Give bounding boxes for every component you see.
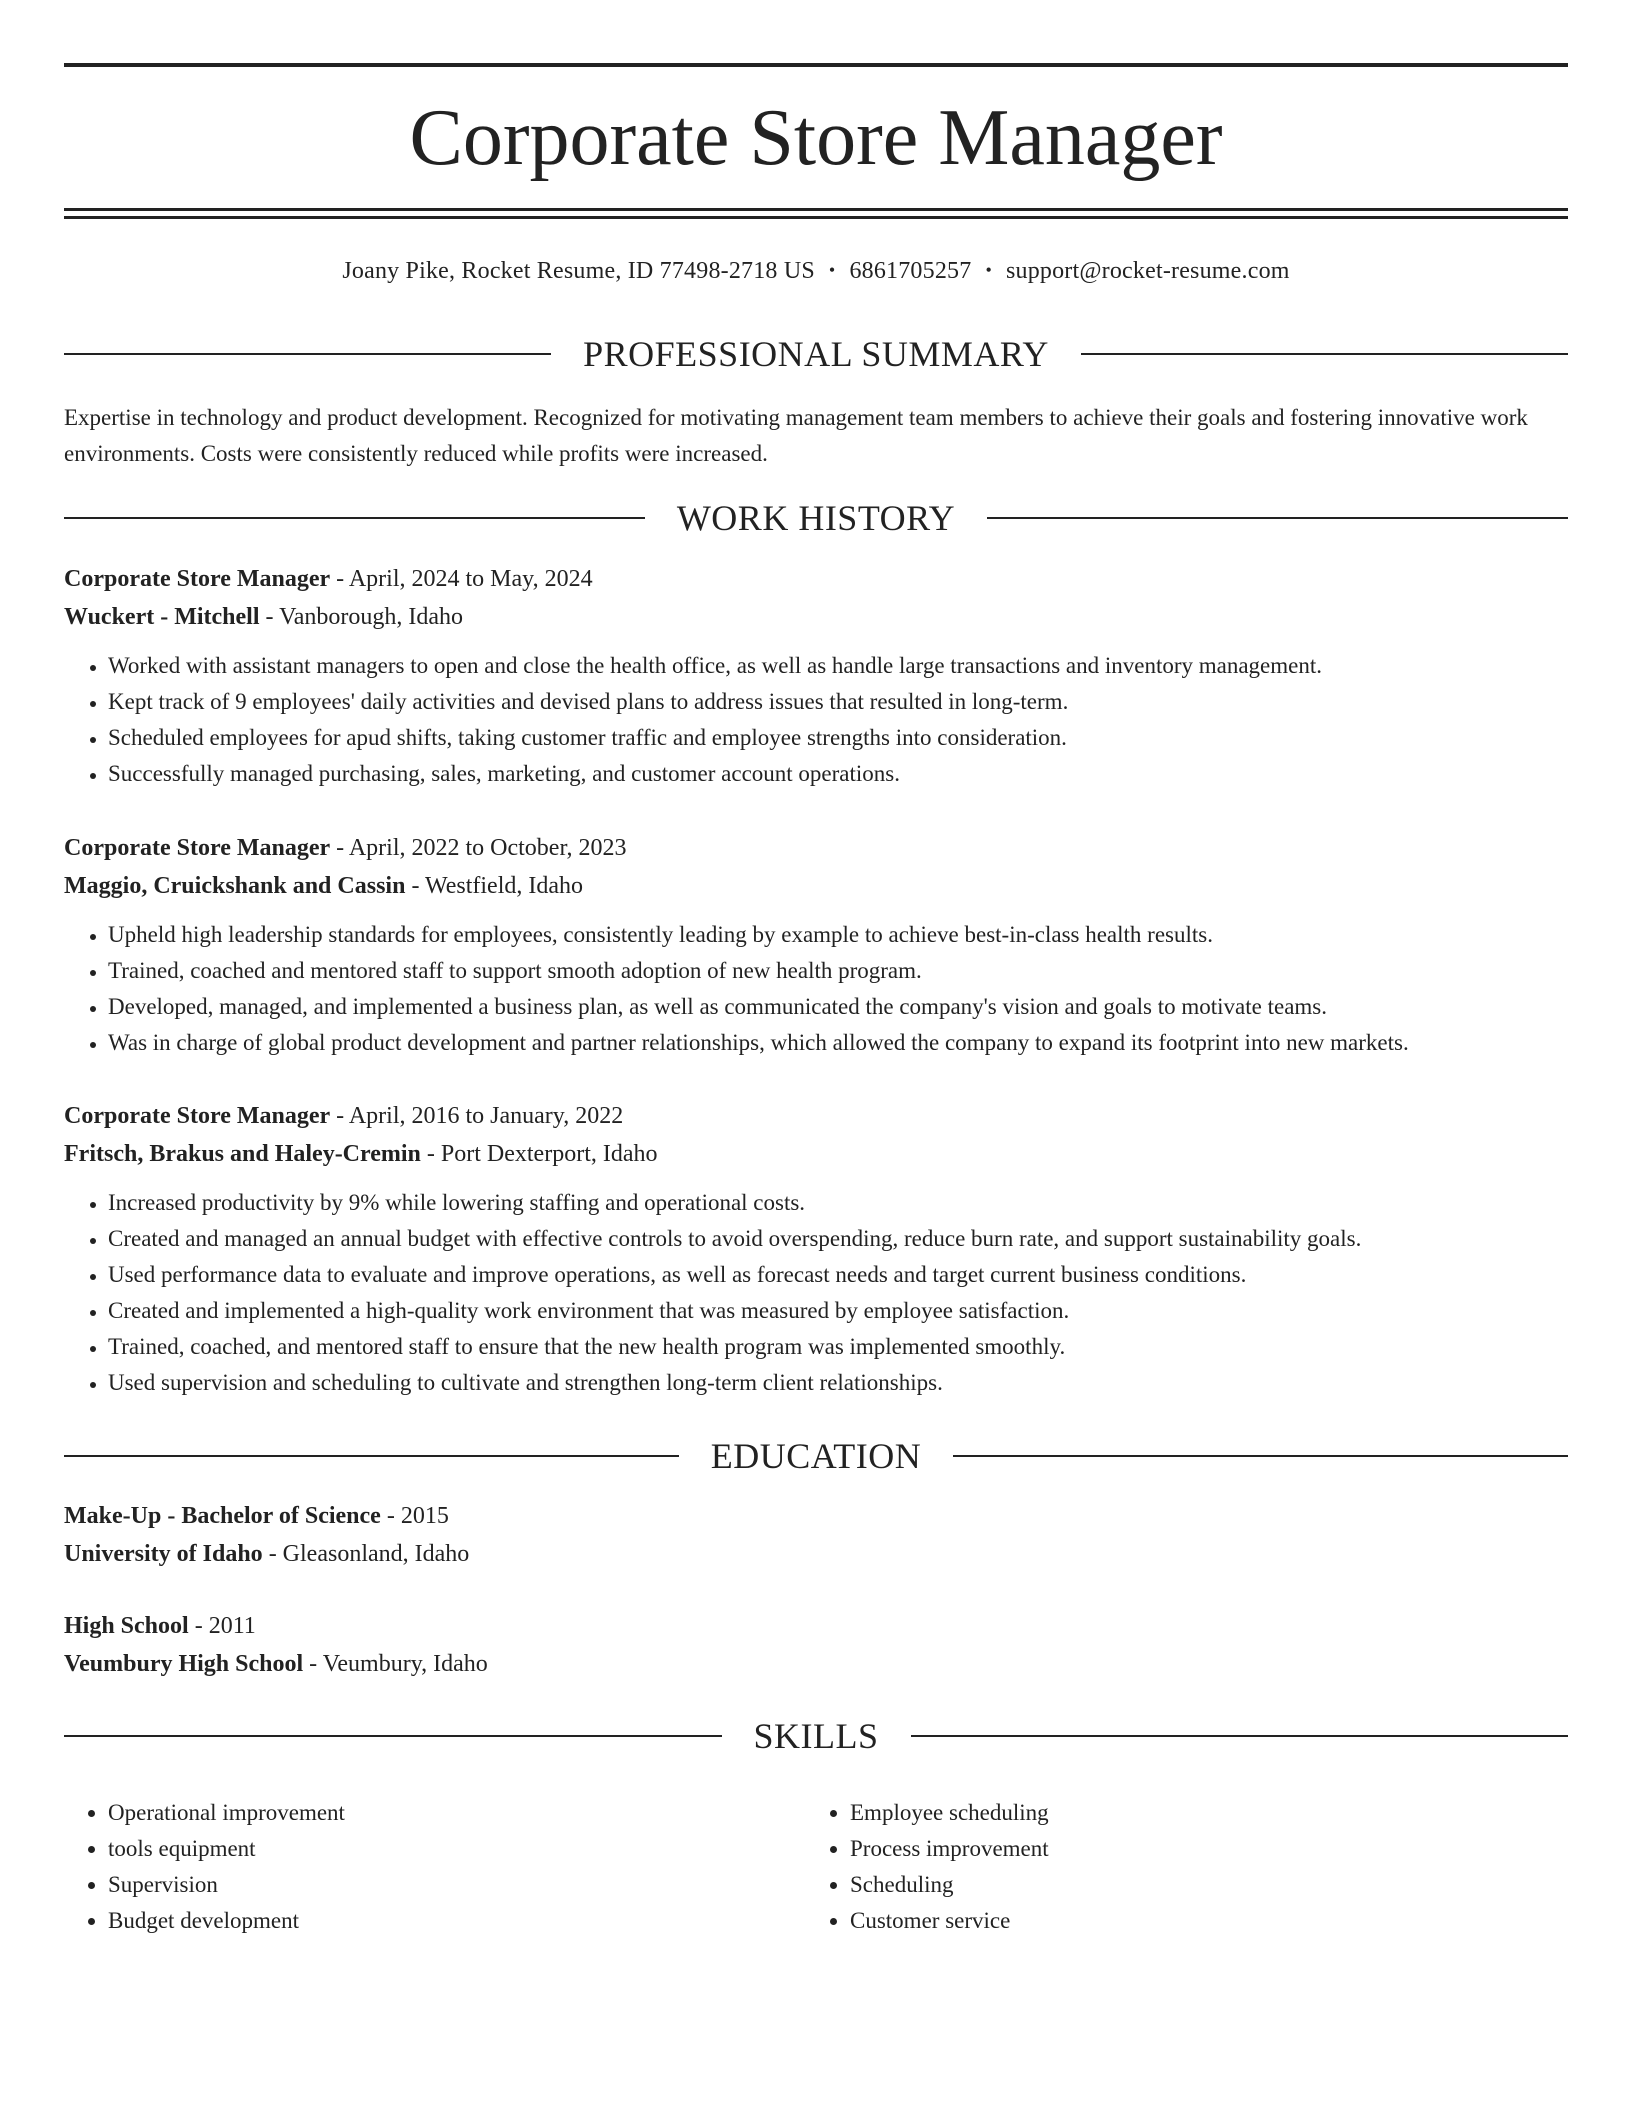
education-school-line [64,1645,1568,1683]
job-bullet: • Kept track of 9 employees' daily activities and devised plans to address issues that resulted in long-term. [108,684,1568,720]
job-bullets [64,648,1568,792]
education-entry [64,1607,1568,1683]
job-dates: - April, 2024 to May, 2024 [330,566,593,592]
skills-columns [64,1795,1568,1939]
resume-title: Corporate Store Manager [409,94,1223,182]
title-rule-lower [64,216,1568,219]
job-bullet: • Increased productivity by 9% while lowering staffing and operational costs. [108,1185,1568,1221]
skill-item: • Supervision [108,1867,806,1903]
education-school-line [64,1535,1568,1573]
work-entry [64,829,1568,1061]
job-bullet: • Used performance data to evaluate and improve operations, as well as forecast needs and target current business conditions. [108,1257,1568,1293]
title-rule-upper [64,208,1568,211]
heading-rule-left [64,353,551,355]
skill-item: • Budget development [108,1903,806,1939]
education-entry [64,1497,1568,1573]
job-title: Corporate Store Manager [64,1103,331,1129]
summary-text: Expertise in technology and product development. Recognized for motivating management team members to achieve their goals and fostering innovative work environments. Costs were consistently reduced while profits were increased. [64,405,1528,466]
job-bullet: • Worked with assistant managers to open and close the health office, as well as handle large transactions and inventory management. [108,648,1568,684]
section-title: SKILLS [753,1716,879,1756]
job-title-line [64,829,1568,867]
heading-rule-left [64,517,645,519]
heading-rule-right [911,1735,1569,1737]
section-heading-summary [64,330,1568,378]
job-company-line [64,867,1568,905]
contact-phone: 6861705257 [849,258,972,284]
job-bullet: • Upheld high leadership standards for employees, consistently leading by example to achieve best-in-class health results. [108,917,1568,953]
job-bullet: • Scheduled employees for apud shifts, taking customer traffic and employee strengths into consideration. [108,720,1568,756]
education-school: University of Idaho [64,1541,263,1567]
job-company: Wuckert - Mitchell [64,604,260,630]
education-degree-line [64,1497,1568,1535]
education-year: - 2015 [380,1503,449,1529]
education-location: - Gleasonland, Idaho [262,1541,470,1567]
job-title-line [64,1097,1568,1135]
heading-rule-left [64,1455,679,1457]
job-bullet: • Created and implemented a high-quality work environment that was measured by employee satisfaction. [108,1293,1568,1329]
section-heading-education [64,1432,1568,1480]
job-company: Fritsch, Brakus and Haley-Cremin [64,1141,421,1167]
education-year: - 2011 [188,1613,256,1639]
contact-separator: • [828,260,836,280]
job-title: Corporate Store Manager [64,835,331,861]
section-heading-skills [64,1712,1568,1760]
education-degree: Make-Up - Bachelor of Science [64,1503,381,1529]
contact-email: support@rocket-resume.com [1005,258,1290,284]
heading-rule-left [64,1735,722,1737]
education-location: - Veumbury, Idaho [303,1651,488,1677]
top-rule [64,63,1568,67]
skill-item: • Customer service [850,1903,1568,1939]
job-bullet: • Developed, managed, and implemented a business plan, as well as communicated the company's vision and goals to motivate teams. [108,989,1568,1025]
work-entry [64,1097,1568,1401]
section-title: EDUCATION [710,1436,922,1476]
job-title: Corporate Store Manager [64,566,331,592]
skill-item: • Scheduling [850,1867,1568,1903]
job-bullet: • Created and managed an annual budget with effective controls to avoid overspending, reduce burn rate, and support sustainability goals. [108,1221,1568,1257]
contact-address: Joany Pike, Rocket Resume, ID 77498-2718 US [342,258,815,284]
job-bullet: • Trained, coached and mentored staff to support smooth adoption of new health program. [108,953,1568,989]
section-title: WORK HISTORY [676,498,956,538]
job-location: - Port Dexterport, Idaho [420,1141,658,1167]
job-company: Maggio, Cruickshank and Cassin [64,873,406,899]
job-location: - Westfield, Idaho [405,873,584,899]
job-dates: - April, 2022 to October, 2023 [330,835,627,861]
job-bullet: • Used supervision and scheduling to cultivate and strengthen long-term client relationships. [108,1365,1568,1401]
heading-rule-right [953,1455,1568,1457]
skill-item: • Operational improvement [108,1795,806,1831]
contact-separator: • [985,260,992,280]
job-company-line [64,598,1568,636]
heading-rule-right [987,517,1568,519]
heading-rule-right [1081,353,1568,355]
job-bullet: • Trained, coached, and mentored staff to ensure that the new health program was implemented smoothly. [108,1329,1568,1365]
job-bullets [64,917,1568,1061]
skills-list-right [806,1795,1568,1939]
skills-list-left [64,1795,806,1939]
job-location: - Vanborough, Idaho [259,604,464,630]
section-heading-work [64,494,1568,542]
job-dates: - April, 2016 to January, 2022 [330,1103,624,1129]
education-degree: High School [64,1613,189,1639]
section-title: PROFESSIONAL SUMMARY [583,334,1049,374]
job-bullet: • Successfully managed purchasing, sales, marketing, and customer account operations. [108,756,1568,792]
work-entry [64,560,1568,792]
contact-line [64,255,1568,288]
skill-item: • tools equipment [108,1831,806,1867]
skill-item: • Employee scheduling [850,1795,1568,1831]
job-company-line [64,1135,1568,1173]
education-degree-line [64,1607,1568,1645]
skill-item: • Process improvement [850,1831,1568,1867]
job-bullet: • Was in charge of global product development and partner relationships, which allowed the company to expand its footprint into new markets. [108,1025,1568,1061]
education-school: Veumbury High School [64,1651,304,1677]
job-title-line [64,560,1568,598]
job-bullets [64,1185,1568,1401]
